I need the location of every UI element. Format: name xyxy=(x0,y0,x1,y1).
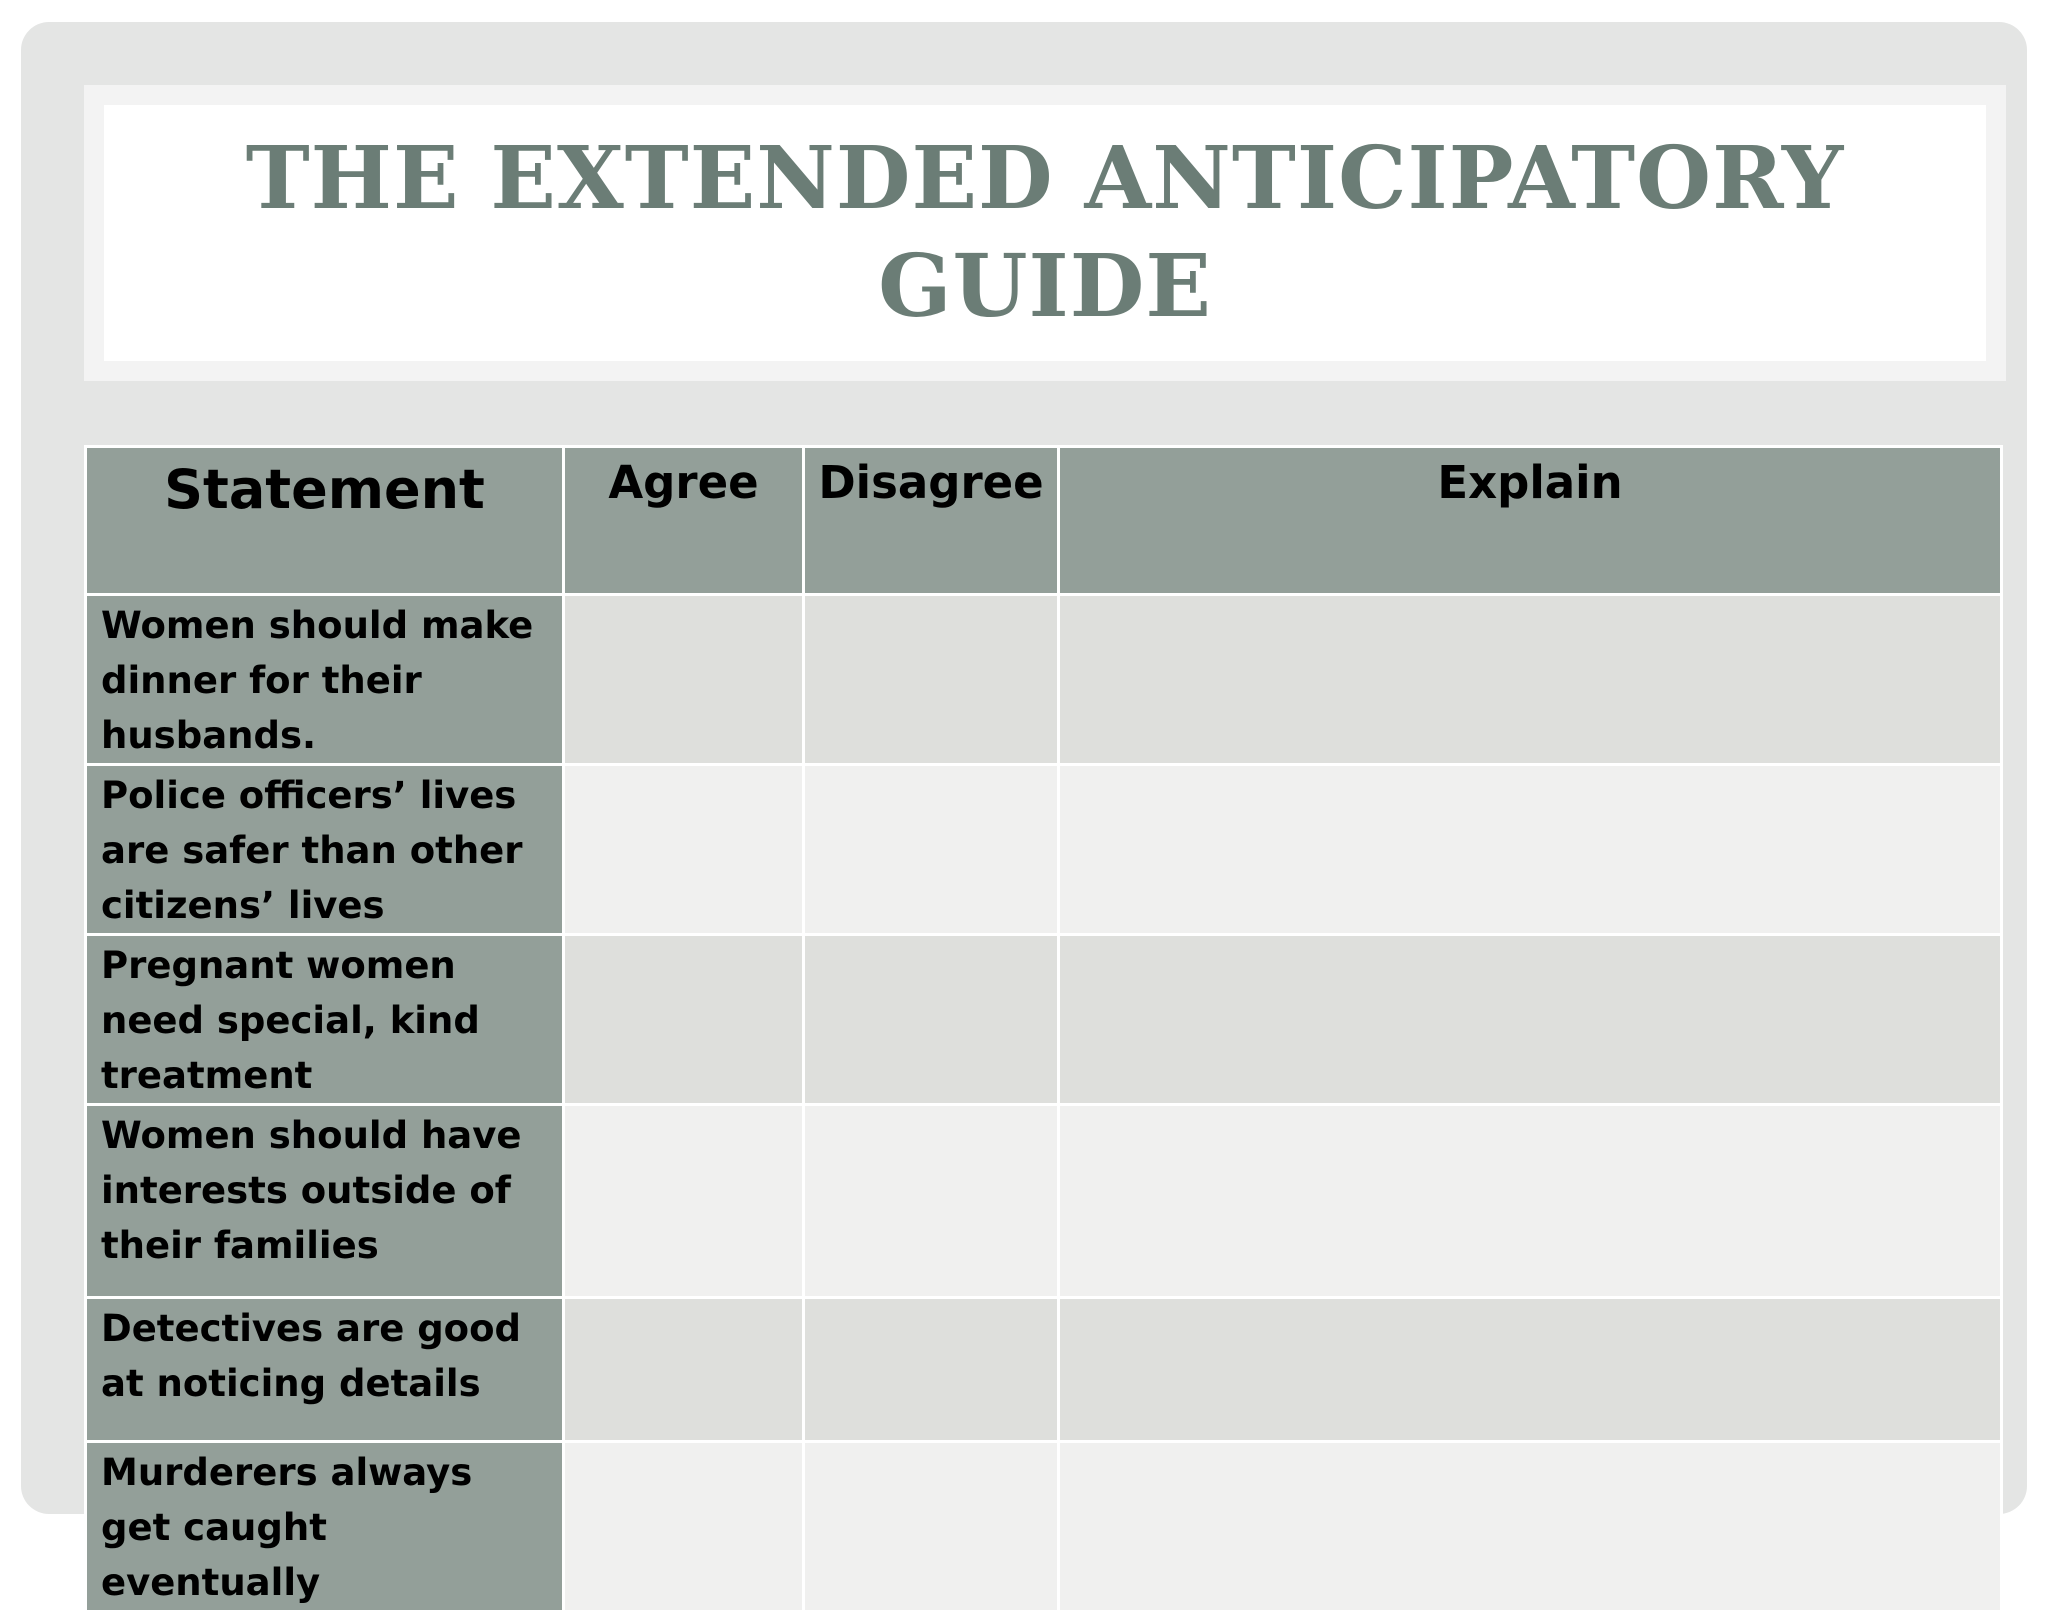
agree-cell[interactable] xyxy=(564,935,804,1105)
slide-title: THE EXTENDED ANTICIPATORY GUIDE xyxy=(245,128,1845,337)
statement-cell: Murderers always get caught eventually xyxy=(86,1442,564,1612)
header-explain: Explain xyxy=(1059,447,2002,595)
table-row xyxy=(86,1442,2002,1612)
header-agree: Agree xyxy=(564,447,804,595)
agree-cell[interactable] xyxy=(564,765,804,935)
disagree-cell[interactable] xyxy=(804,1442,1059,1612)
table-header-row xyxy=(86,447,2002,595)
explain-cell[interactable] xyxy=(1059,1442,2002,1612)
header-statement: Statement xyxy=(86,447,564,595)
table-row xyxy=(86,935,2002,1105)
table-row xyxy=(86,1105,2002,1298)
disagree-cell[interactable] xyxy=(804,595,1059,765)
table-row xyxy=(86,1298,2002,1442)
explain-cell[interactable] xyxy=(1059,1298,2002,1442)
agree-cell[interactable] xyxy=(564,1442,804,1612)
anticipatory-guide-table xyxy=(84,445,2003,1613)
statement-cell: Women should have interests outside of their families xyxy=(86,1105,564,1298)
explain-cell[interactable] xyxy=(1059,1105,2002,1298)
statement-cell: Police officers’ lives are safer than other citizens’ lives xyxy=(86,765,564,935)
explain-cell[interactable] xyxy=(1059,765,2002,935)
statement-cell: Detectives are good at noticing details xyxy=(86,1298,564,1442)
disagree-cell[interactable] xyxy=(804,935,1059,1105)
agree-cell[interactable] xyxy=(564,595,804,765)
statement-cell: Pregnant women need special, kind treatment xyxy=(86,935,564,1105)
title-inner xyxy=(104,105,1986,361)
disagree-cell[interactable] xyxy=(804,1298,1059,1442)
disagree-cell[interactable] xyxy=(804,1105,1059,1298)
table-row xyxy=(86,595,2002,765)
table-row xyxy=(86,765,2002,935)
header-disagree: Disagree xyxy=(804,447,1059,595)
title-box xyxy=(84,85,2006,381)
explain-cell[interactable] xyxy=(1059,935,2002,1105)
statement-cell: Women should make dinner for their husbands. xyxy=(86,595,564,765)
slide-frame xyxy=(21,22,2027,1604)
agree-cell[interactable] xyxy=(564,1105,804,1298)
agree-cell[interactable] xyxy=(564,1298,804,1442)
explain-cell[interactable] xyxy=(1059,595,2002,765)
disagree-cell[interactable] xyxy=(804,765,1059,935)
